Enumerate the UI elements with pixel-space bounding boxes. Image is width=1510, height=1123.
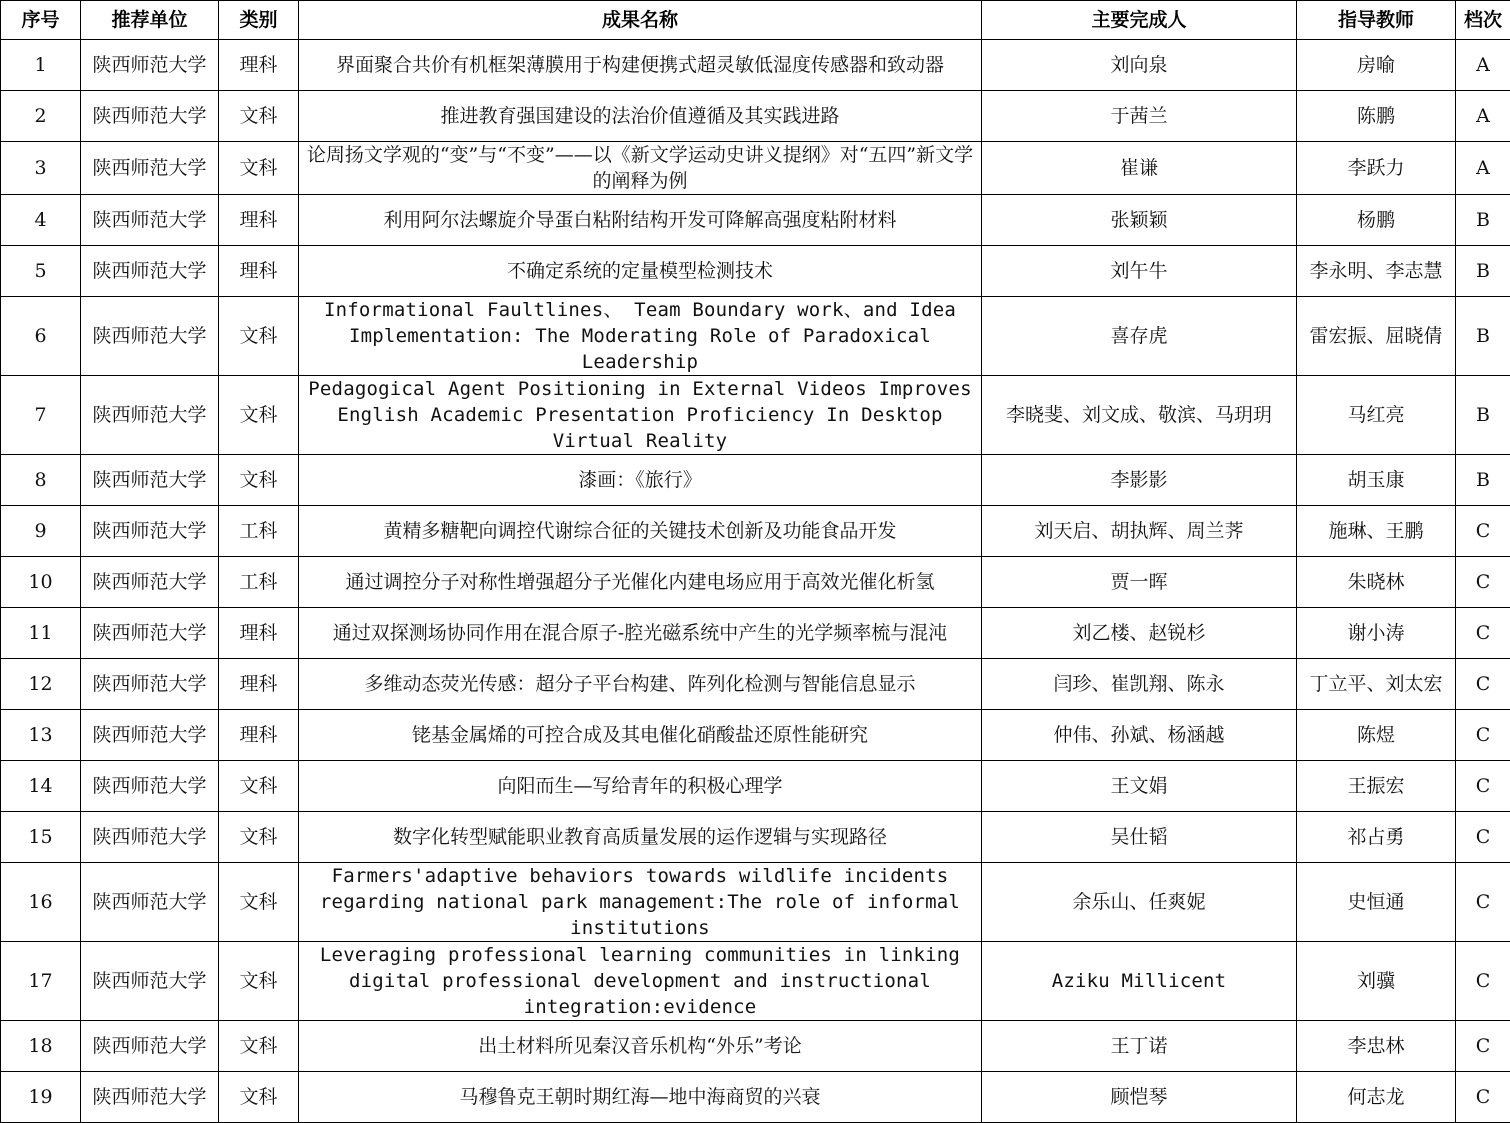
cell-category: 文科 — [219, 863, 299, 942]
cell-unit: 陕西师范大学 — [81, 710, 219, 761]
cell-category: 文科 — [219, 297, 299, 376]
table-row — [1, 1021, 1510, 1072]
cell-grade: C — [1456, 812, 1510, 863]
cell-title: 多维动态荧光传感：超分子平台构建、阵列化检测与智能信息显示 — [299, 659, 982, 710]
cell-seq: 10 — [1, 557, 81, 608]
cell-advisor: 马红亮 — [1297, 376, 1456, 455]
table-body — [1, 40, 1510, 1123]
cell-authors: 吴仕韬 — [982, 812, 1297, 863]
cell-authors: Aziku Millicent — [982, 942, 1297, 1021]
cell-grade: B — [1456, 455, 1510, 506]
table-row — [1, 863, 1510, 942]
cell-unit: 陕西师范大学 — [81, 40, 219, 91]
header-authors: 主要完成人 — [982, 1, 1297, 40]
cell-grade: C — [1456, 1072, 1510, 1123]
cell-title: Farmers'adaptive behaviors towards wildlife incidents regarding national park management:The role of informal institutions — [299, 863, 982, 942]
cell-grade: B — [1456, 246, 1510, 297]
cell-advisor: 陈煜 — [1297, 710, 1456, 761]
cell-seq: 8 — [1, 455, 81, 506]
cell-advisor: 刘骥 — [1297, 942, 1456, 1021]
cell-advisor: 杨鹏 — [1297, 195, 1456, 246]
cell-unit: 陕西师范大学 — [81, 246, 219, 297]
cell-authors: 刘乙楼、赵锐杉 — [982, 608, 1297, 659]
cell-seq: 4 — [1, 195, 81, 246]
table-row — [1, 557, 1510, 608]
cell-authors: 刘午牛 — [982, 246, 1297, 297]
cell-title: 数字化转型赋能职业教育高质量发展的运作逻辑与实现路径 — [299, 812, 982, 863]
cell-seq: 5 — [1, 246, 81, 297]
cell-title: 推进教育强国建设的法治价值遵循及其实践进路 — [299, 91, 982, 142]
cell-title: 马穆鲁克王朝时期红海—地中海商贸的兴衰 — [299, 1072, 982, 1123]
cell-advisor: 李跃力 — [1297, 142, 1456, 195]
cell-category: 文科 — [219, 91, 299, 142]
cell-category: 理科 — [219, 608, 299, 659]
cell-advisor: 谢小涛 — [1297, 608, 1456, 659]
cell-title: 界面聚合共价有机框架薄膜用于构建便携式超灵敏低湿度传感器和致动器 — [299, 40, 982, 91]
cell-category: 文科 — [219, 761, 299, 812]
header-seq: 序号 — [1, 1, 81, 40]
table-row — [1, 1072, 1510, 1123]
table-row — [1, 710, 1510, 761]
cell-category: 工科 — [219, 506, 299, 557]
cell-authors: 喜存虎 — [982, 297, 1297, 376]
table-row — [1, 91, 1510, 142]
cell-category: 理科 — [219, 659, 299, 710]
cell-grade: B — [1456, 195, 1510, 246]
cell-grade: B — [1456, 297, 1510, 376]
cell-unit: 陕西师范大学 — [81, 659, 219, 710]
cell-grade: C — [1456, 710, 1510, 761]
cell-unit: 陕西师范大学 — [81, 1021, 219, 1072]
cell-unit: 陕西师范大学 — [81, 195, 219, 246]
table-row — [1, 246, 1510, 297]
cell-advisor: 李忠林 — [1297, 1021, 1456, 1072]
cell-authors: 顾恺琴 — [982, 1072, 1297, 1123]
cell-seq: 19 — [1, 1072, 81, 1123]
cell-title: Leveraging professional learning communities in linking digital professional development and instructional integration:evidence — [299, 942, 982, 1021]
cell-grade: C — [1456, 1021, 1510, 1072]
cell-advisor: 雷宏振、屈晓倩 — [1297, 297, 1456, 376]
cell-category: 文科 — [219, 1072, 299, 1123]
cell-seq: 7 — [1, 376, 81, 455]
cell-category: 理科 — [219, 246, 299, 297]
cell-category: 文科 — [219, 455, 299, 506]
cell-seq: 16 — [1, 863, 81, 942]
cell-category: 文科 — [219, 142, 299, 195]
cell-grade: A — [1456, 142, 1510, 195]
cell-category: 文科 — [219, 812, 299, 863]
header-grade: 档次 — [1456, 1, 1510, 40]
cell-grade: C — [1456, 659, 1510, 710]
cell-grade: A — [1456, 40, 1510, 91]
table-header — [1, 1, 1510, 40]
cell-authors: 刘天启、胡执辉、周兰荠 — [982, 506, 1297, 557]
cell-seq: 9 — [1, 506, 81, 557]
cell-grade: A — [1456, 91, 1510, 142]
cell-authors: 余乐山、任爽妮 — [982, 863, 1297, 942]
cell-category: 文科 — [219, 376, 299, 455]
table-row — [1, 297, 1510, 376]
header-unit: 推荐单位 — [81, 1, 219, 40]
table-row — [1, 195, 1510, 246]
cell-authors: 李影影 — [982, 455, 1297, 506]
table-row — [1, 812, 1510, 863]
cell-seq: 1 — [1, 40, 81, 91]
cell-seq: 12 — [1, 659, 81, 710]
cell-seq: 2 — [1, 91, 81, 142]
header-row — [1, 1, 1510, 40]
cell-seq: 13 — [1, 710, 81, 761]
cell-unit: 陕西师范大学 — [81, 506, 219, 557]
cell-title: 不确定系统的定量模型检测技术 — [299, 246, 982, 297]
cell-seq: 15 — [1, 812, 81, 863]
cell-authors: 张颖颖 — [982, 195, 1297, 246]
cell-authors: 仲伟、孙斌、杨涵越 — [982, 710, 1297, 761]
cell-title: 论周扬文学观的“变”与“不变”——以《新文学运动史讲义提纲》对“五四”新文学的阐释为例 — [299, 142, 982, 195]
cell-advisor: 胡玉康 — [1297, 455, 1456, 506]
cell-unit: 陕西师范大学 — [81, 761, 219, 812]
cell-unit: 陕西师范大学 — [81, 863, 219, 942]
table-row — [1, 455, 1510, 506]
cell-grade: C — [1456, 608, 1510, 659]
table-row — [1, 608, 1510, 659]
cell-grade: C — [1456, 557, 1510, 608]
cell-category: 理科 — [219, 195, 299, 246]
cell-unit: 陕西师范大学 — [81, 812, 219, 863]
table-row — [1, 142, 1510, 195]
cell-title: 铑基金属烯的可控合成及其电催化硝酸盐还原性能研究 — [299, 710, 982, 761]
cell-title: 漆画：《旅行》 — [299, 455, 982, 506]
table-row — [1, 659, 1510, 710]
cell-title: 利用阿尔法螺旋介导蛋白粘附结构开发可降解高强度粘附材料 — [299, 195, 982, 246]
cell-unit: 陕西师范大学 — [81, 91, 219, 142]
table-row — [1, 376, 1510, 455]
cell-unit: 陕西师范大学 — [81, 455, 219, 506]
cell-advisor: 房喻 — [1297, 40, 1456, 91]
cell-advisor: 丁立平、刘太宏 — [1297, 659, 1456, 710]
cell-advisor: 朱晓林 — [1297, 557, 1456, 608]
cell-unit: 陕西师范大学 — [81, 297, 219, 376]
cell-authors: 贾一晖 — [982, 557, 1297, 608]
cell-seq: 6 — [1, 297, 81, 376]
cell-advisor: 史恒通 — [1297, 863, 1456, 942]
cell-authors: 李晓斐、刘文成、敬滨、马玥玥 — [982, 376, 1297, 455]
cell-unit: 陕西师范大学 — [81, 942, 219, 1021]
cell-category: 工科 — [219, 557, 299, 608]
cell-authors: 刘向泉 — [982, 40, 1297, 91]
cell-advisor: 何志龙 — [1297, 1072, 1456, 1123]
cell-title: Pedagogical Agent Positioning in External Videos Improves English Academic Presentation Proficiency In Desktop Virtual Reality — [299, 376, 982, 455]
cell-authors: 闫珍、崔凯翔、陈永 — [982, 659, 1297, 710]
cell-seq: 3 — [1, 142, 81, 195]
cell-authors: 王丁诺 — [982, 1021, 1297, 1072]
cell-title: 出土材料所见秦汉音乐机构“外乐”考论 — [299, 1021, 982, 1072]
cell-grade: C — [1456, 863, 1510, 942]
cell-advisor: 李永明、李志慧 — [1297, 246, 1456, 297]
cell-title: 通过调控分子对称性增强超分子光催化内建电场应用于高效光催化析氢 — [299, 557, 982, 608]
cell-seq: 11 — [1, 608, 81, 659]
cell-authors: 王文娟 — [982, 761, 1297, 812]
cell-unit: 陕西师范大学 — [81, 608, 219, 659]
table-row — [1, 40, 1510, 91]
cell-grade: C — [1456, 506, 1510, 557]
table-row — [1, 506, 1510, 557]
cell-unit: 陕西师范大学 — [81, 1072, 219, 1123]
cell-unit: 陕西师范大学 — [81, 557, 219, 608]
cell-authors: 崔谦 — [982, 142, 1297, 195]
cell-title: 黄精多糖靶向调控代谢综合征的关键技术创新及功能食品开发 — [299, 506, 982, 557]
cell-unit: 陕西师范大学 — [81, 376, 219, 455]
cell-title: 向阳而生—写给青年的积极心理学 — [299, 761, 982, 812]
cell-title: Informational Faultlines、 Team Boundary work、and Idea Implementation: The Moderating Role of Paradoxical Leadership — [299, 297, 982, 376]
header-title: 成果名称 — [299, 1, 982, 40]
header-category: 类别 — [219, 1, 299, 40]
cell-authors: 于茜兰 — [982, 91, 1297, 142]
cell-seq: 18 — [1, 1021, 81, 1072]
cell-category: 文科 — [219, 1021, 299, 1072]
cell-advisor: 施琳、王鹏 — [1297, 506, 1456, 557]
cell-seq: 14 — [1, 761, 81, 812]
cell-category: 文科 — [219, 942, 299, 1021]
cell-advisor: 祁占勇 — [1297, 812, 1456, 863]
cell-grade: C — [1456, 942, 1510, 1021]
cell-category: 理科 — [219, 710, 299, 761]
cell-advisor: 王振宏 — [1297, 761, 1456, 812]
cell-title: 通过双探测场协同作用在混合原子-腔光磁系统中产生的光学频率梳与混沌 — [299, 608, 982, 659]
cell-advisor: 陈鹏 — [1297, 91, 1456, 142]
table-row — [1, 761, 1510, 812]
cell-unit: 陕西师范大学 — [81, 142, 219, 195]
cell-category: 理科 — [219, 40, 299, 91]
cell-grade: B — [1456, 376, 1510, 455]
cell-grade: C — [1456, 761, 1510, 812]
header-advisor: 指导教师 — [1297, 1, 1456, 40]
cell-seq: 17 — [1, 942, 81, 1021]
